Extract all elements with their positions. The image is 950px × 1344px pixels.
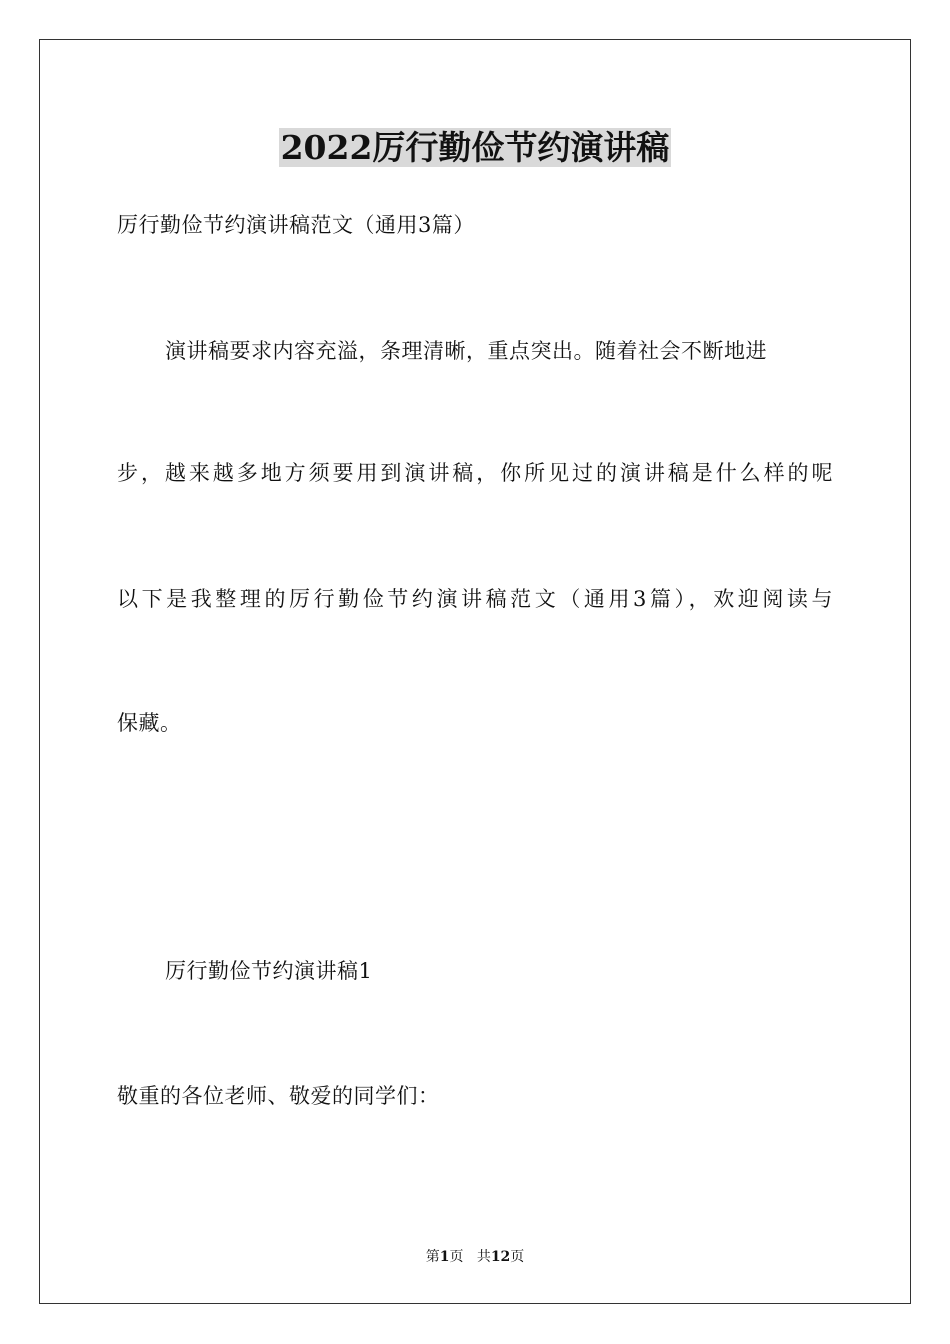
footer-total-suffix: 页	[510, 1249, 525, 1265]
footer-page-number: 1	[439, 1249, 450, 1265]
paragraph-line-1: 演讲稿要求内容充溢，条理清晰，重点突出。随着社会不断地进	[165, 339, 767, 363]
footer-page-prefix: 第	[425, 1249, 440, 1265]
footer-page-suffix: 页	[449, 1249, 464, 1265]
footer-total-prefix: 共	[476, 1249, 491, 1265]
document-title	[0, 126, 950, 170]
section-heading: 厉行勤俭节约演讲稿1	[165, 959, 373, 983]
salutation: 敬重的各位老师、敬爱的同学们：	[117, 1084, 440, 1108]
document-title-text: 2022厉行勤俭节约演讲稿	[280, 128, 670, 167]
paragraph-line-3: 以下是我整理的厉行勤俭节约演讲稿范文（通用3篇），欢迎阅读与	[117, 587, 833, 611]
paragraph-line-4: 保藏。	[117, 711, 182, 735]
page-footer	[0, 1247, 950, 1267]
paragraph-line-2: 步，越来越多地方须要用到演讲稿，你所见过的演讲稿是什么样的呢	[117, 461, 833, 485]
document-subtitle: 厉行勤俭节约演讲稿范文（通用3篇）	[117, 213, 475, 237]
footer-total-pages: 12	[490, 1249, 511, 1265]
